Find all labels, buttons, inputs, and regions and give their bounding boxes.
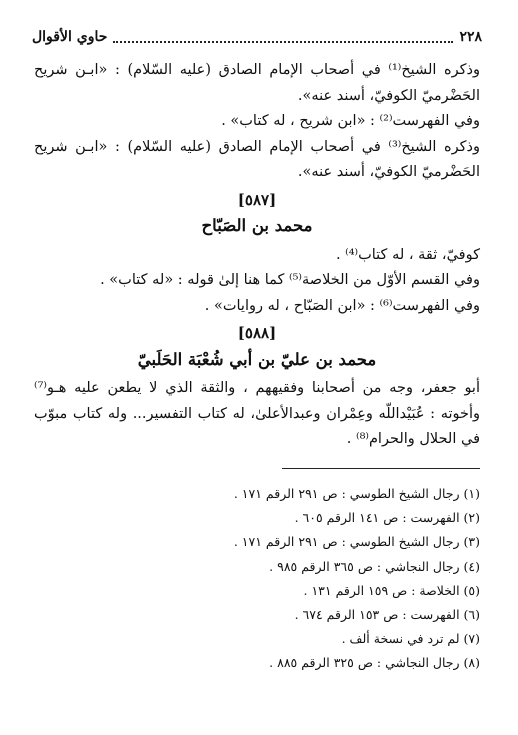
paragraph: وذكره الشيخ⁽³⁾ في أصحاب الإمام الصادق (عليه السّلام) : «ابـن شريح الحَضْرميّ الكوفيّ، أسند عنه».	[34, 138, 481, 180]
page-number: ٢٢٨	[459, 29, 482, 45]
footnote: (١) رجال الشيخ الطوسي : ص ٢٩١ الرقم ١٧١ .	[233, 486, 480, 501]
entry-heading: محمد بن الصَبّاح	[201, 216, 313, 235]
footnotes	[34, 482, 480, 676]
footnote: (٨) رجال النجاشي : ص ٣٢٥ الرقم ٨٨٥ .	[269, 655, 480, 671]
paragraph: وفي الفهرست⁽⁶⁾ : «ابن الصَبّاح ، له روايات» .	[204, 297, 480, 314]
footnote: (٧) لم ترد في نسخة ألف .	[341, 631, 480, 647]
footnote: (٣) رجال الشيخ الطوسي : ص ٢٩١ الرقم ١٧١ .	[233, 534, 480, 550]
entry-heading: محمد بن عليّ بن أبي شُعْبَة الحَلَبيّ	[137, 349, 377, 369]
running-title: حاوي الأقوال	[32, 29, 108, 45]
entry-number: [٥٨٧]	[237, 190, 277, 209]
footnote: (٢) الفهرست : ص ١٤١ الرقم ٦٠٥ .	[294, 510, 480, 526]
footnote: (٥) الخلاصة : ص ١٥٩ الرقم ١٣١ .	[303, 582, 480, 598]
paragraph: وفي الفهرست⁽²⁾ : «ابن شريح ، له كتاب» .	[221, 113, 480, 129]
paragraph: وفي القسم الأوّل من الخلاصة⁽⁵⁾ كما هنا إلىٰ قوله : «له كتاب» .	[100, 272, 480, 288]
footnote-divider	[282, 468, 480, 469]
entry-number: [٥٨٨]	[237, 324, 277, 342]
header-dotted-leader	[113, 31, 453, 43]
paragraph: أبو جعفر، وجه من أصحابنا وفقيههم ، والثقة الذي لا يطعن عليه هـو⁽⁷⁾ وأخوته : عُبَيْداللّه وعِمْران وعبدالأعلىٰ، له كتاب التفسير... وله كتاب مبوّب في الحلال والحرام⁽⁸⁾ .	[34, 380, 480, 447]
paragraph: وذكره الشيخ⁽¹⁾ في أصحاب الإمام الصادق (عليه السّلام) : «ابـن شريح الحَضْرميّ الكوفيّ، أسند عنه».	[34, 62, 481, 104]
footnote: (٦) الفهرست : ص ١٥٣ الرقم ٦٧٤ .	[294, 607, 480, 623]
main-text	[34, 58, 480, 453]
page-header	[32, 26, 482, 48]
paragraph: كوفيّ، ثقة ، له كتاب⁽⁴⁾ .	[335, 246, 480, 263]
footnote: (٤) رجال النجاشي : ص ٣٦٥ الرقم ٩٨٥ .	[269, 558, 480, 574]
